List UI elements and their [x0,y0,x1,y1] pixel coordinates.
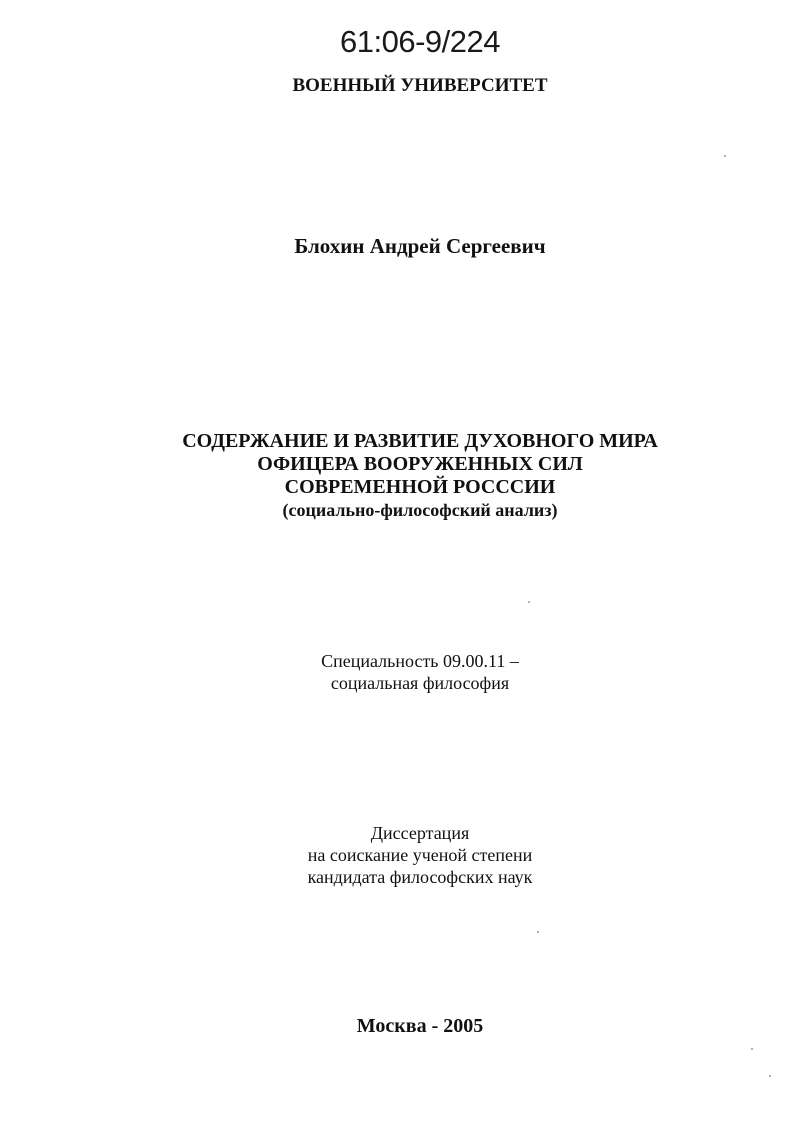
scan-speck [769,1075,771,1077]
degree-line-2: на соискание ученой степени [307,845,533,865]
city-year: Москва - 2005 [356,1015,484,1037]
title-line-2: ОФИЦЕРА ВООРУЖЕННЫХ СИЛ [257,453,583,475]
scan-speck [751,1048,753,1050]
author-name: Блохин Андрей Сергеевич [294,234,546,258]
scan-speck [724,155,726,157]
archive-stamp-number: 61:06-9/224 [340,24,500,59]
title-line-1: СОДЕРЖАНИЕ И РАЗВИТИЕ ДУХОВНОГО МИРА [182,430,658,452]
university-heading: ВОЕННЫЙ УНИВЕРСИТЕТ [292,75,548,96]
specialty-code: Специальность 09.00.11 – [321,651,519,671]
degree-line-1: Диссертация [370,823,470,843]
scan-speck [528,601,530,603]
degree-line-3: кандидата философских наук [307,867,533,887]
specialty-name: социальная философия [330,673,510,693]
scan-speck [537,931,539,933]
title-subtitle: (социально-философский анализ) [282,500,558,520]
title-line-3: СОВРЕМЕННОЙ РОСССИИ [284,476,556,498]
